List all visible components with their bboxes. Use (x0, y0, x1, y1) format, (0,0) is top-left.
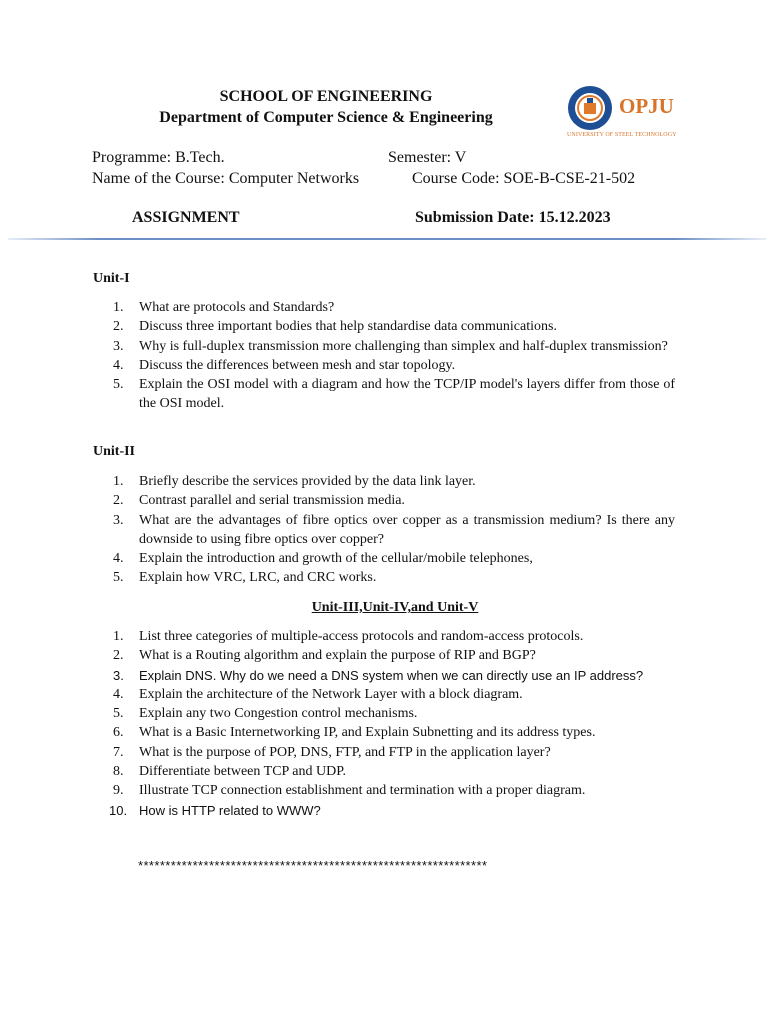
semester: Semester: V (388, 149, 467, 166)
unit-title: Unit-II (93, 444, 136, 459)
programme: Programme: B.Tech. (92, 149, 225, 166)
question-item: 3. Explain DNS. Why do we need a DNS system when we can directly use an IP address? (113, 667, 644, 683)
question-item: 2. Discuss three important bodies that help standardise data communications. (113, 319, 557, 335)
question-list (93, 472, 675, 588)
question-list (93, 627, 675, 820)
question-item: 5. Explain any two Congestion control mechanisms. (113, 706, 418, 722)
question-item: 5. Explain the OSI model with a diagram and how the TCP/IP model's layers differ from those of the OSI model. (113, 377, 675, 412)
unit-title: Unit-I (93, 271, 130, 286)
footer-separator: **************************************************************** (138, 858, 488, 873)
question-item: 3. Why is full-duplex transmission more challenging than simplex and half-duplex transmission? (113, 338, 668, 354)
question-list (93, 298, 675, 414)
question-item: 2. What is a Routing algorithm and explain the purpose of RIP and BGP? (113, 648, 536, 664)
school-title: SCHOOL OF ENGINEERING (219, 88, 433, 105)
question-item: 8. Differentiate between TCP and UDP. (113, 764, 346, 780)
submission-date: Submission Date: 15.12.2023 (415, 209, 611, 226)
question-item: 1. Briefly describe the services provided by the data link layer. (113, 474, 476, 489)
question-item: 4. Explain the architecture of the Network Layer with a block diagram. (113, 686, 523, 702)
unit-title: Unit-III,Unit-IV,and Unit-V (311, 600, 479, 615)
course-name: Name of the Course: Computer Networks (92, 170, 360, 187)
question-item: 3. What are the advantages of fibre optics over copper as a transmission medium? Is there any downside to using fibre optics over copper? (113, 512, 675, 547)
header-divider (8, 238, 766, 240)
department-title: Department of Computer Science & Engineering (159, 109, 493, 126)
logo-subtext: UNIVERSITY OF STEEL TECHNOLOGY (567, 132, 677, 138)
question-item: 1. What are protocols and Standards? (113, 300, 335, 315)
question-item: 7. What is the purpose of POP, DNS, FTP, and FTP in the application layer? (113, 744, 551, 760)
question-item: 4. Discuss the differences between mesh and star topology. (113, 357, 456, 373)
question-item: 6. What is a Basic Internetworking IP, and Explain Subnetting and its address types. (113, 725, 596, 741)
question-item: 4. Explain the introduction and growth of the cellular/mobile telephones, (113, 551, 533, 567)
question-item: 1. List three categories of multiple-access protocols and random-access protocols. (113, 629, 584, 644)
logo-text: OPJU (619, 94, 674, 118)
assignment-label: ASSIGNMENT (132, 209, 240, 226)
course-code: Course Code: SOE-B-CSE-21-502 (412, 170, 636, 187)
question-item: 5. Explain how VRC, LRC, and CRC works. (113, 570, 377, 586)
question-item: 9. Illustrate TCP connection establishment and termination with a proper diagram. (113, 783, 586, 799)
question-item: 2. Contrast parallel and serial transmission media. (113, 493, 405, 509)
university-logo (567, 84, 677, 148)
question-item: 10. How is HTTP related to WWW? (109, 802, 321, 818)
